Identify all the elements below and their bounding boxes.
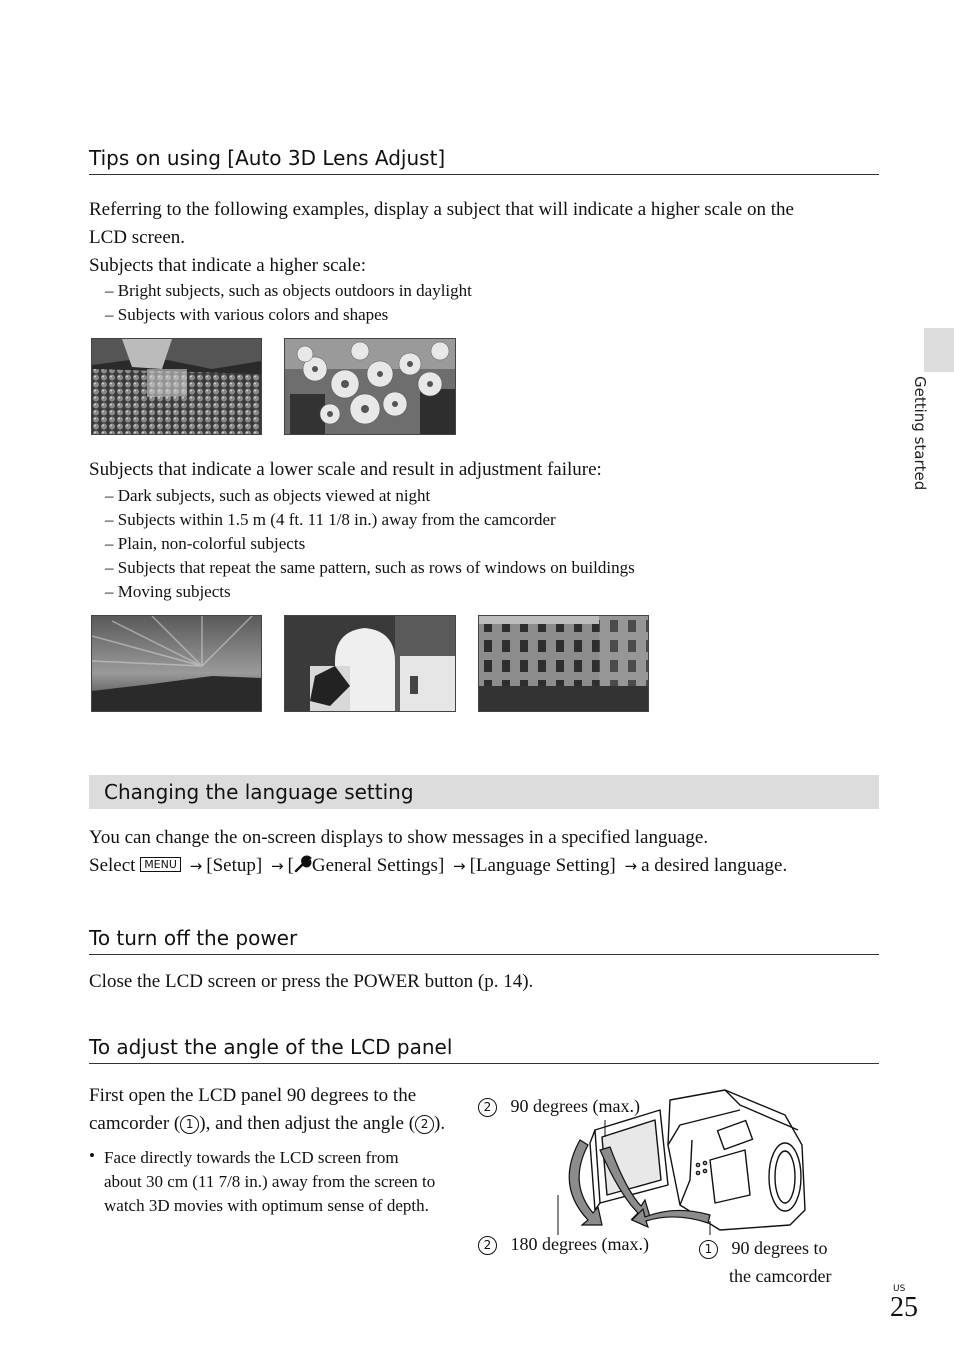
select-text: Select <box>89 855 136 876</box>
arrow-icon: → <box>189 857 203 875</box>
language-heading: Changing the language setting <box>104 780 414 804</box>
angle-line2 <box>89 1110 445 1138</box>
note-bullet: • <box>89 1146 95 1165</box>
callout-180-max <box>478 1234 649 1255</box>
side-tab-label: Getting started <box>911 376 929 491</box>
callout-90-camcorder <box>699 1234 831 1290</box>
photo-white-building <box>284 615 456 712</box>
callout-180-max-label: 180 degrees (max.) <box>510 1234 649 1254</box>
region-code: US <box>893 1284 906 1294</box>
arrow-icon: → <box>453 857 466 875</box>
callout-90-camcorder-line1: 90 degrees to <box>731 1238 828 1258</box>
higher-item-2: – Subjects with various colors and shapes <box>105 305 389 324</box>
side-tab <box>904 376 944 516</box>
power-text: Close the LCD screen or press the POWER button (p. 14). <box>89 971 534 992</box>
tips-intro-line2: LCD screen. <box>89 227 186 248</box>
bracket-open: [ <box>287 855 294 876</box>
lower-item-2: – Subjects within 1.5 m (4 ft. 11 1/8 in.) away from the camcorder <box>105 510 556 529</box>
callout-90-max <box>478 1096 640 1117</box>
language-steps <box>89 852 787 880</box>
angle-heading: To adjust the angle of the LCD panel <box>89 1035 453 1059</box>
language-heading-band <box>89 775 879 809</box>
angle-note <box>104 1146 435 1218</box>
higher-scale-label: Subjects that indicate a higher scale: <box>89 255 366 276</box>
setup-menu-item[interactable]: [Setup] <box>206 855 263 876</box>
tips-heading-rule <box>89 174 879 175</box>
tips-intro <box>89 196 889 280</box>
note-line2: about 30 cm (11 7/8 in.) away from the screen to <box>104 1172 436 1191</box>
callout-90-max-label: 90 degrees (max.) <box>510 1096 640 1116</box>
general-settings-label: General Settings] <box>311 855 445 876</box>
lower-item-1: – Dark subjects, such as objects viewed at night <box>105 486 431 505</box>
side-tab-marker <box>924 328 954 372</box>
callout-90-camcorder-line2: the camcorder <box>729 1266 832 1286</box>
photo-market-stall <box>91 338 262 435</box>
power-heading-rule <box>89 954 879 955</box>
desired-language-text: a desired language. <box>641 855 788 876</box>
circled-number-1: 1 <box>699 1240 718 1259</box>
lower-scale-label: Subjects that indicate a lower scale and result in adjustment failure: <box>89 459 602 480</box>
higher-item-1: – Bright subjects, such as objects outdoors in daylight <box>105 281 472 300</box>
language-setting-menu-item[interactable]: [Language Setting] <box>469 855 616 876</box>
menu-button[interactable]: MENU <box>140 857 181 872</box>
photo-flowers <box>284 338 456 435</box>
lower-item-4: – Subjects that repeat the same pattern, such as rows of windows on buildings <box>105 558 635 577</box>
lower-item-5: – Moving subjects <box>105 582 231 601</box>
note-line1: Face directly towards the LCD screen from <box>104 1148 399 1167</box>
circled-number-2: 2 <box>478 1236 497 1255</box>
language-description: You can change the on-screen displays to show messages in a specified language. <box>89 827 709 848</box>
tips-intro-line1: Referring to the following examples, display a subject that will indicate a higher scale on the <box>89 199 794 220</box>
angle-line2-c: ). <box>434 1113 446 1134</box>
note-line3: watch 3D movies with optimum sense of depth. <box>104 1196 429 1215</box>
circled-number-1: 1 <box>180 1115 199 1134</box>
arrow-icon: → <box>624 857 638 875</box>
page-number: 25 <box>890 1292 918 1323</box>
angle-text <box>89 1082 445 1138</box>
arrow-icon: → <box>270 857 284 875</box>
lower-item-3: – Plain, non-colorful subjects <box>105 534 306 553</box>
photo-building-windows <box>478 615 649 712</box>
circled-number-2: 2 <box>478 1098 497 1117</box>
angle-line2-b: ), and then adjust the angle ( <box>199 1113 416 1134</box>
circled-number-2: 2 <box>415 1115 434 1134</box>
general-settings-menu-item[interactable] <box>288 855 445 876</box>
angle-heading-rule <box>89 1063 879 1064</box>
angle-line1: First open the LCD panel 90 degrees to the <box>89 1085 417 1106</box>
tips-heading: Tips on using [Auto 3D Lens Adjust] <box>89 146 446 170</box>
power-heading: To turn off the power <box>89 926 298 950</box>
wrench-icon <box>294 855 312 873</box>
angle-line2-a: camcorder ( <box>89 1113 181 1134</box>
photo-night-sky <box>91 615 262 712</box>
